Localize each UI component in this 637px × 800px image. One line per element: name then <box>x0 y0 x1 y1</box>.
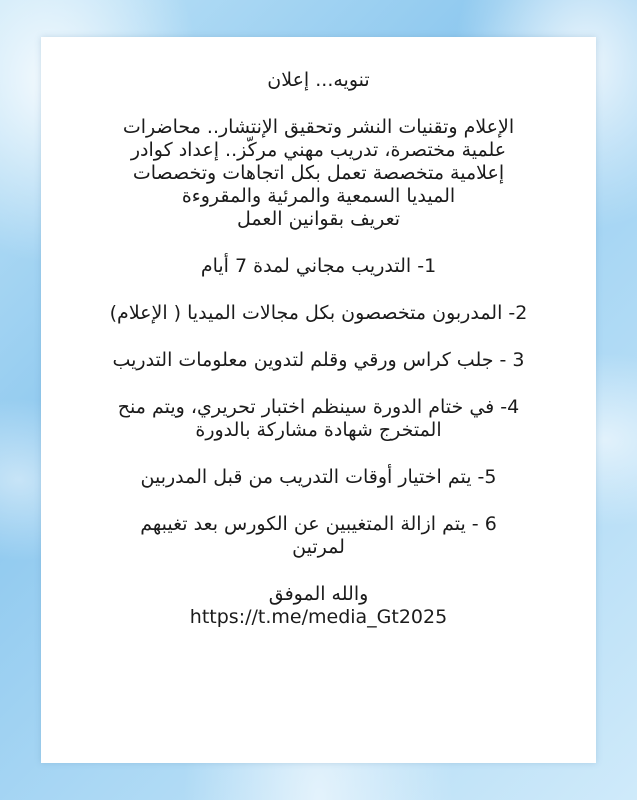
notice-content <box>61 69 576 629</box>
notice-card <box>41 37 596 763</box>
intro-line: تعريف بقوانين العمل <box>236 208 401 230</box>
item-line: المتخرج شهادة مشاركة بالدورة <box>195 419 442 441</box>
intro-line: الميديا السمعية والمرئية والمقروءة <box>181 185 456 207</box>
item-line: 4- في ختام الدورة سينظم اختبار تحريري، ويتم منح <box>117 396 520 418</box>
notice-item-1 <box>61 255 576 278</box>
item-line: 6 - يتم ازالة المتغيبين عن الكورس بعد تغيبهم <box>140 513 497 535</box>
item-line: 2- المدربون متخصصون بكل مجالات الميديا ( الإعلام) <box>109 302 528 324</box>
notice-item-5 <box>61 466 576 489</box>
intro-line: الإعلام وتقنيات النشر وتحقيق الإنتشار.. محاضرات <box>122 116 515 138</box>
intro-line: إعلامية متخصصة تعمل بكل اتجاهات وتخصصات <box>132 162 505 184</box>
notice-item-3 <box>61 349 576 372</box>
notice-item-4 <box>61 396 576 442</box>
notice-item-6 <box>61 513 576 559</box>
intro-line: علمية مختصرة، تدريب مهني مركّز.. إعداد كوادر <box>130 139 507 161</box>
closing-text: والله الموفق <box>268 583 369 605</box>
telegram-link[interactable]: https://t.me/media_Gt2025 <box>189 606 448 628</box>
item-line: 1- التدريب مجاني لمدة 7 أيام <box>200 255 437 277</box>
notice-intro <box>61 116 576 231</box>
item-line: 5- يتم اختيار أوقات التدريب من قبل المدربين <box>140 466 497 488</box>
item-line: 3 - جلب كراس ورقي وقلم لتدوين معلومات التدريب <box>112 349 525 371</box>
notice-title: تنويه... إعلان <box>267 69 370 91</box>
notice-item-2 <box>61 302 576 325</box>
item-line: لمرتين <box>292 536 345 558</box>
